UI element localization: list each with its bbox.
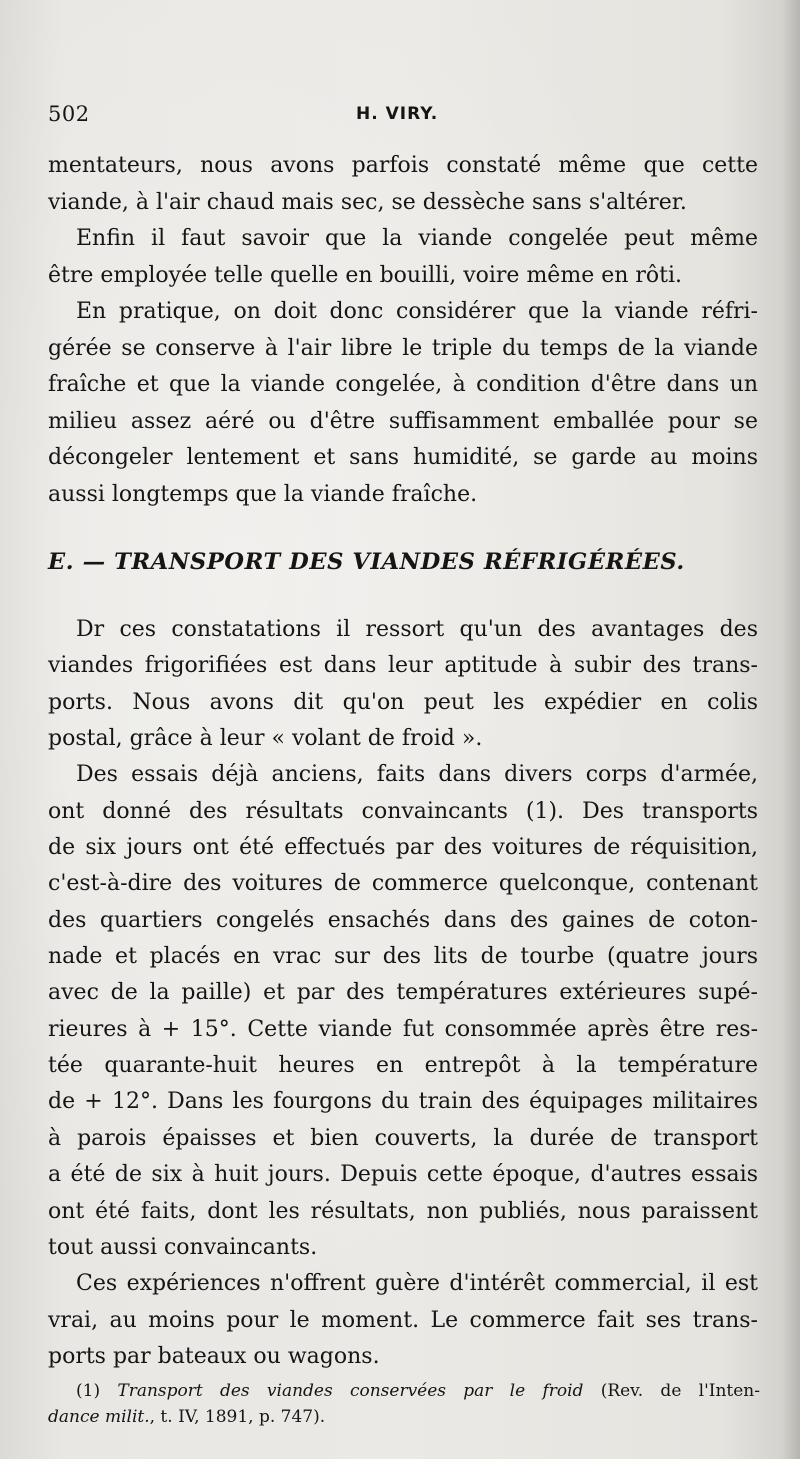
text-line: avec de la paille) et par des températures extérieures supé- [48, 980, 758, 1006]
text-line: Ces expériences n'offrent guère d'intérêt commercial, il est [76, 1271, 758, 1297]
text-line: rieures à + 15°. Cette viande fut consommée après être res- [48, 1016, 758, 1042]
text-line: nade et placés en vrac sur des lits de tourbe (quatre jours [48, 944, 758, 970]
page-number: 502 [48, 102, 90, 126]
text-line: être employée telle quelle en bouilli, voire même en rôti. [48, 262, 683, 288]
text-line: à parois épaisses et bien couverts, la durée de transport [48, 1125, 758, 1151]
text-line: Des essais déjà anciens, faits dans divers corps d'armée, [76, 762, 758, 788]
footnote-line [48, 1378, 760, 1404]
text-line: fraîche et que la viande congelée, à condition d'être dans un [48, 372, 758, 397]
text-line: viandes frigorifiées est dans leur aptitude à subir des trans- [48, 653, 758, 679]
footnote-title: Transport des viandes conservées par le froid [117, 1381, 584, 1401]
text-line: En pratique, on doit donc considérer que la viande réfri- [76, 299, 758, 324]
section-heading: E. — TRANSPORT DES VIANDES RÉFRIGÉRÉES. [48, 549, 685, 575]
footnote [48, 1378, 760, 1430]
text-line: décongeler lentement et sans humidité, se garde au moins [48, 445, 758, 470]
body-text-top [48, 148, 758, 513]
footnote-line [48, 1404, 760, 1430]
text-line: de + 12°. Dans les fourgons du train des équipages militaires [48, 1089, 758, 1115]
text-line: viande, à l'air chaud mais sec, se dessèche sans s'altérer. [48, 189, 687, 215]
footnote-source-close: dance milit. [48, 1407, 150, 1427]
footnote-marker: (1) [76, 1381, 101, 1401]
text-line: des quartiers congelés ensachés dans des gaines de coton- [48, 907, 758, 933]
footnote-source-open: (Rev. de l'Inten- [600, 1381, 760, 1401]
text-line: aussi longtemps que la viande fraîche. [48, 481, 478, 507]
text-line: Dr ces constatations il ressort qu'un des avantages des [76, 617, 758, 642]
text-line: vrai, au moins pour le moment. Le commerce fait ses trans- [48, 1307, 758, 1333]
text-line: de six jours ont été effectués par des voitures de réquisition, [48, 835, 758, 861]
body-text-bottom [48, 612, 758, 1375]
page-header [48, 102, 760, 132]
text-line: postal, grâce à leur « volant de froid ». [48, 726, 483, 752]
text-line: tout aussi convaincants. [48, 1234, 318, 1260]
text-line: ports par bateaux ou wagons. [48, 1343, 380, 1369]
text-line: milieu assez aéré ou d'être suffisamment emballée pour se [48, 408, 758, 434]
page-edge-shadow [782, 0, 800, 1459]
text-line: ports. Nous avons dit qu'on peut les expédier en colis [48, 689, 758, 715]
text-line: mentateurs, nous avons parfois constaté même que cette [48, 153, 758, 178]
running-head: H. VIRY. [356, 104, 439, 124]
text-line: ont donné des résultats convaincants (1). Des transports [48, 798, 758, 824]
text-line: tée quarante-huit heures en entrepôt à la température [48, 1053, 758, 1079]
text-line: gérée se conserve à l'air libre le triple du temps de la viande [48, 335, 758, 361]
text-line: c'est-à-dire des voitures de commerce quelconque, contenant [48, 871, 758, 897]
text-line: Enfin il faut savoir que la viande congelée peut même [76, 226, 758, 251]
footnote-details: , t. IV, 1891, p. 747). [149, 1407, 326, 1427]
text-line: ont été faits, dont les résultats, non publiés, nous paraissent [48, 1198, 758, 1224]
text-line: a été de six à huit jours. Depuis cette époque, d'autres essais [48, 1162, 758, 1188]
